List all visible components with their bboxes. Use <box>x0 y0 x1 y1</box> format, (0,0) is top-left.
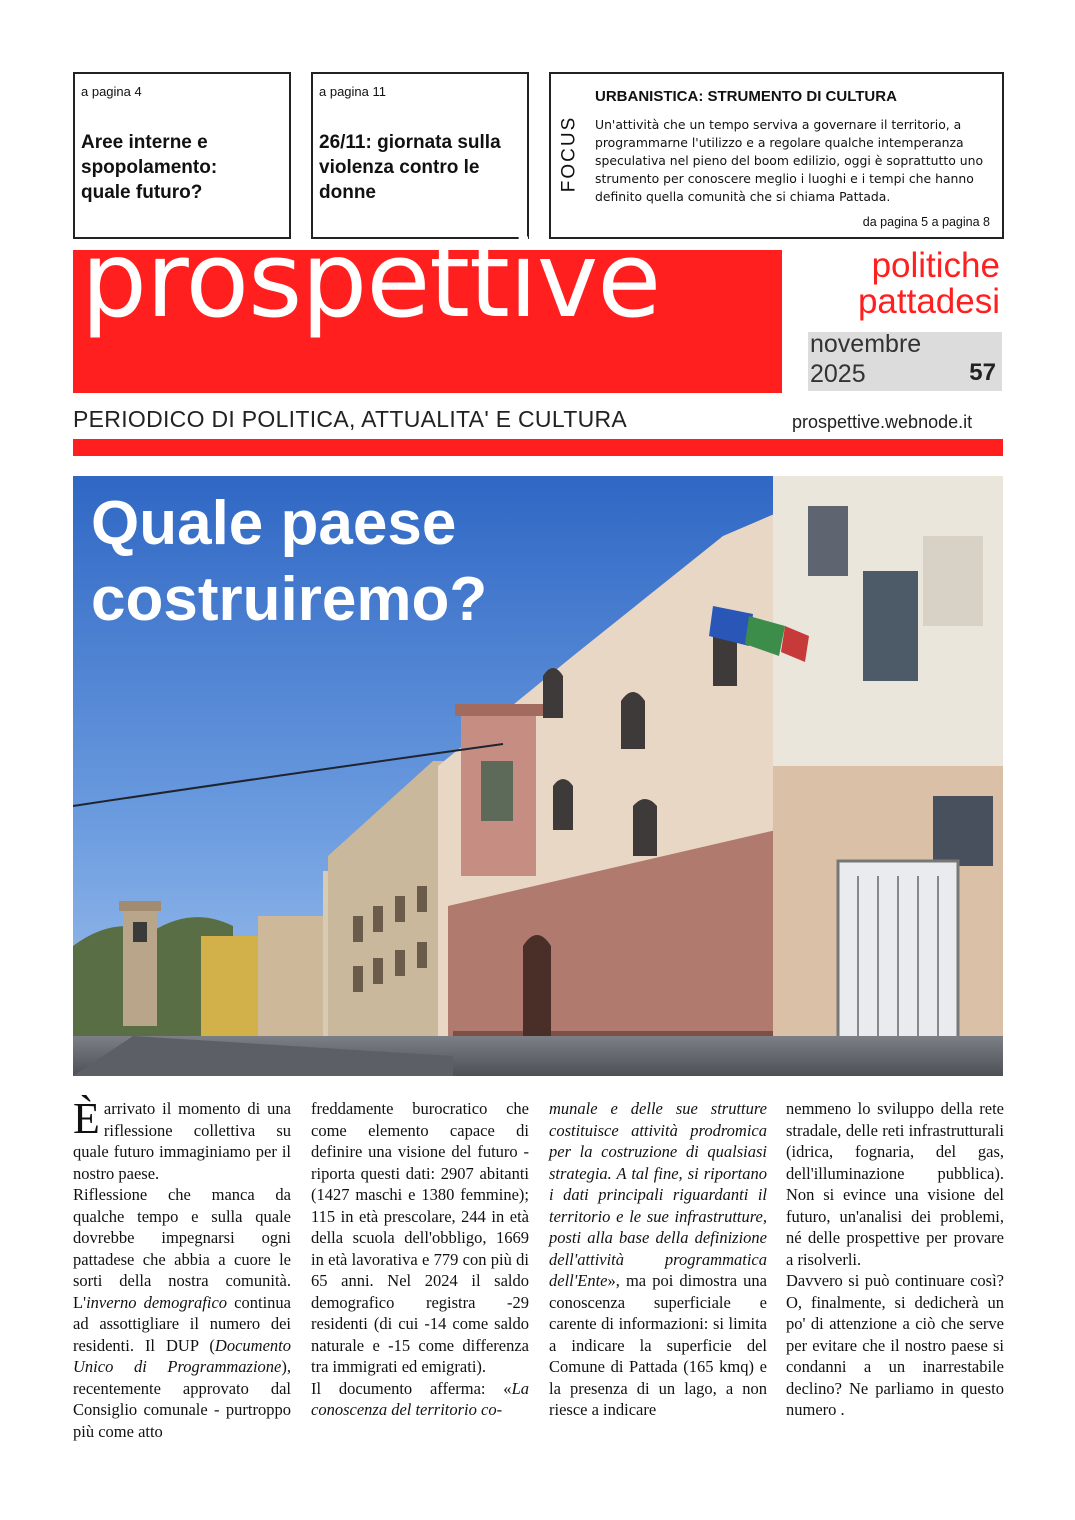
teaser-page-ref: a pagina 4 <box>81 84 142 99</box>
focus-page-ref: da pagina 5 a pagina 8 <box>862 215 990 229</box>
teaser-box-2 <box>311 72 529 239</box>
masthead-subtitle <box>808 248 1000 320</box>
cover-headline-line-1: Quale paese <box>91 489 457 558</box>
article-column-1 <box>73 1094 291 1442</box>
article-text: ), recentemente approvato dal Consiglio comunale - purtroppo più come atto <box>73 1357 291 1441</box>
focus-label: FOCUS <box>558 115 579 193</box>
teaser-headline: Aree interne e spopolamento: quale futuro? <box>81 132 218 203</box>
article-text: freddamente burocratico che come elemento capace di definire una visione del futuro - riporta questi dati: 2907 abitanti (1427 maschi e 1380 femmine); 115 in età prescolare, 244 in età della scuola dell'obbligo, 1669 in età lavorativa e 779 con più di 65 anni. Nel 2024 il saldo demografico registra -29 residenti (di cui -14 come saldo naturale e -15 come differenza tra immigrati ed emigrati). <box>311 1099 529 1376</box>
issue-number: 57 <box>969 359 996 386</box>
article-text: arrivato il momento di una riflessione collettiva su quale futuro immaginiamo per il nostro paese. <box>73 1099 291 1183</box>
teaser-box-1 <box>73 72 291 239</box>
issue-month: novembre <box>810 330 922 358</box>
article-column-4 <box>786 1098 1004 1421</box>
cover-headline <box>91 486 487 638</box>
tagline: PERIODICO DI POLITICA, ATTUALITA' E CULTURA <box>73 406 628 432</box>
article-text: Riflessione che manca da qualche tempo e sulla quale dovrebbe impegnarsi ogni pattadese che abbia a cuore le sorti della nostra comunità. L' <box>73 1185 291 1312</box>
article-text: », ma poi dimostra una conoscenza superficiale e carente di informazioni: si limita a indicare la superficie del Comune di Pattada (165 kmq) e la presenza di un lago, a non riesce a indicare <box>549 1271 767 1419</box>
cover-photo <box>73 476 1003 1076</box>
drop-cap: È <box>73 1094 100 1143</box>
article-text: Il documento afferma: « <box>311 1378 512 1398</box>
article-text: continua ad assottigliare il numero dei residenti. Il DUP ( <box>73 1292 291 1355</box>
focus-box <box>549 72 1004 239</box>
red-divider <box>73 439 1003 456</box>
teaser-page-ref: a pagina 11 <box>319 84 386 99</box>
article-italic-text: La conoscenza del territorio co- <box>311 1378 529 1419</box>
masthead <box>73 219 782 393</box>
article-italic-text: inverno demografico <box>86 1292 228 1312</box>
focus-body: Un'attività che un tempo serviva a governare il territorio, a programmarne l'utilizzo e a regolare qualche intemperanza speculativa nel pieno del boom edilizio, oggi è soprattutto uno strumento per conoscere meglio i luoghi e i tempi che hanno definito quella comunità che si chiama Pattada. <box>595 117 984 204</box>
article-text: nemmeno lo sviluppo della rete stradale, delle reti infrastrutturali (idrica, fognaria, del gas, dell'illuminazione pubblica). Non si evince una visione del futuro, un'analisi dei problemi, né delle prospettive per provare a risolverli. <box>786 1099 1004 1269</box>
issue-date-box <box>808 332 1002 391</box>
focus-title: URBANISTICA: STRUMENTO DI CULTURA <box>595 88 897 105</box>
teaser-headline: 26/11: giornata sulla violenza contro le donne <box>319 132 501 203</box>
masthead-title: prospettive <box>81 219 661 341</box>
article-column-3 <box>549 1098 767 1421</box>
subtitle-line-2: pattadesi <box>857 282 1000 321</box>
cover-headline-line-2: costruiremo? <box>91 565 488 634</box>
article-text: Davvero si può continuare così? O, finalmente, si dedicherà un po' di attenzione a ciò che serve per evitare che il nostro paese si condanni a un inarrestabile declino? Ne parliamo in questo numero . <box>786 1271 1004 1419</box>
article-italic-text: Documento Unico di Programmazione <box>73 1335 291 1376</box>
website-link[interactable]: prospettive.webnode.it <box>792 412 973 432</box>
issue-year: 2025 <box>810 360 866 388</box>
article-column-2 <box>311 1098 529 1421</box>
subtitle-line-1: politiche <box>871 246 1000 285</box>
article-italic-text: munale e delle sue strutture costituisce attività prodromica per la costruzione di qualsiasi strategia. A tal fine, si riportano i dati principali riguardanti il territorio e le sue infrastrutture, posti alla base della definizione dell'attività programmatica dell'Ente <box>549 1099 767 1290</box>
